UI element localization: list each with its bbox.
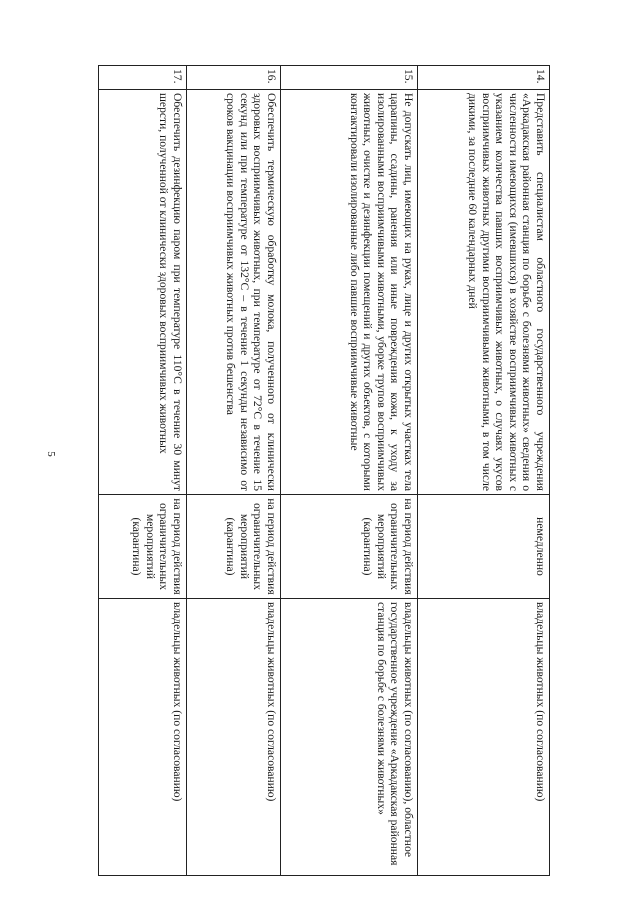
- measure-responsible: владельцы животных (по согласованию): [418, 599, 550, 876]
- measures-table: [98, 65, 550, 876]
- measure-responsible: владельцы животных (по согласованию): [99, 599, 187, 876]
- row-number: 15.: [281, 66, 418, 90]
- measure-responsible: владельцы животных (по согласованию), областное государственное учреждение «Аркадакская районная станция по борьбе с болезнями животных»: [281, 599, 418, 876]
- measure-term: немедленно: [418, 495, 550, 599]
- rotated-page: [95, 65, 550, 870]
- measure-text: Обеспечить дезинфекцию паром при температуре 110°С в течение 30 минут шерсти, полученной от клинически здоровых восприимчивых животных: [99, 90, 187, 495]
- measure-term: на период действия ограничительных мероприятий (карантина): [281, 495, 418, 599]
- measure-text: Обеспечить термическую обработку молока, полученного от клинически здоровых восприимчивых животных, при температуре от 72°С в течение 15 секунд или при температуре от 132°С – в течение 1 секунды независимо от сроков вакцинации восприимчивых животных против бешенства: [187, 90, 281, 495]
- row-number: 17.: [99, 66, 187, 90]
- measure-responsible: владельцы животных (по согласованию): [187, 599, 281, 876]
- table-row: [418, 66, 550, 876]
- row-number: 14.: [418, 66, 550, 90]
- table-row: [187, 66, 281, 876]
- measure-term: на период действия ограничительных мероприятий (карантина): [187, 495, 281, 599]
- measure-text: Не допускать лиц, имеющих на руках, лице и других открытых участках тела царапины, ссадины, ранения или иные повреждения кожи, к уходу за изолированными восприимчивыми животными, уборке трупов восприимчивых животных, очистке и дезинфекции помещений и других объектов, с которыми контактировали изолированные либо павшие восприимчивые животные: [281, 90, 418, 495]
- measure-term: на период действия ограничительных мероприятий (карантина): [99, 495, 187, 599]
- row-number: 16.: [187, 66, 281, 90]
- page-number: 5: [44, 451, 57, 457]
- table-row: [99, 66, 187, 876]
- measure-text: Представить специалистам областного государственного учреждения «Аркадакская районная станция по борьбе с болезнями животных» сведения о численности имеющихся (имевшихся) в хозяйстве восприимчивых животных с указанием количества павших восприимчивых животных, о случаях укусов восприимчивых животных другими восприимчивыми животными, в том числе дикими, за последние 60 календарных дней: [418, 90, 550, 495]
- rotated-content: [95, 65, 550, 870]
- table-row: [281, 66, 418, 876]
